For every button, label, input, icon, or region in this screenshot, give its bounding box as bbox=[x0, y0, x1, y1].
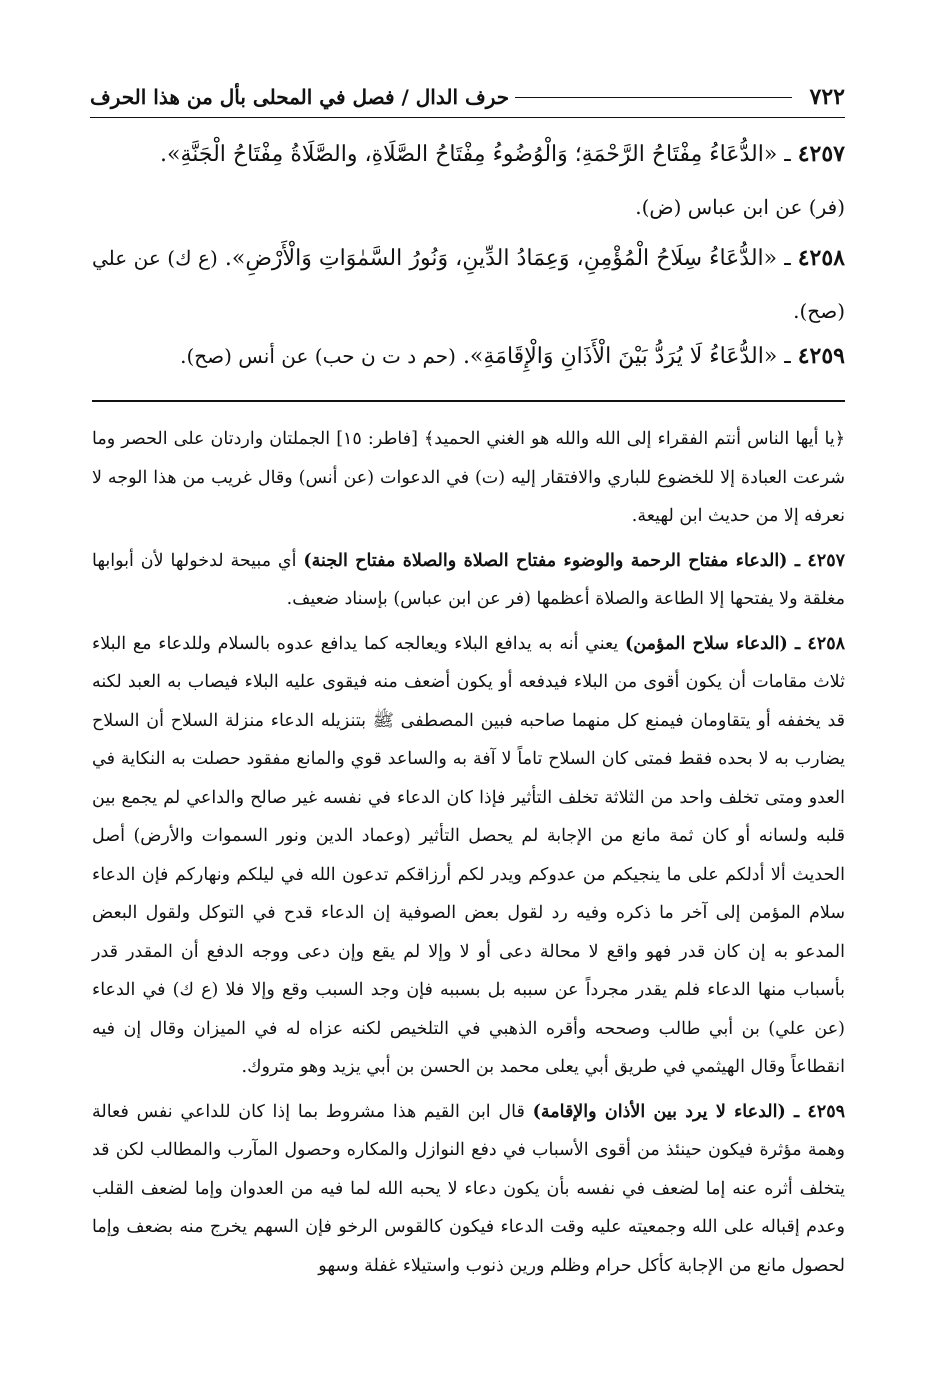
commentary-paragraph-4259 bbox=[92, 1093, 845, 1286]
hadith-matn: «الدُّعَاءُ مِفْتَاحُ الرَّحْمَةِ؛ وَالْوُضُوءُ مِفْتَاحُ الصَّلَاةِ، والصَّلَاةُ مِفْتَاحُ الْجَنَّةِ». bbox=[159, 142, 778, 167]
hadith-4258 bbox=[92, 232, 845, 338]
hadith-text: ٤٢٥٧ ـ «الدُّعَاءُ مِفْتَاحُ الرَّحْمَةِ؛ وَالْوُضُوءُ مِفْتَاحُ الصَّلَاةِ، والصَّلَاةُ مِفْتَاحُ الْجَنَّةِ». (فر) عن ابن عباس (ض). bbox=[159, 141, 845, 219]
running-title: حرف الدال / فصل في المحلى بأل من هذا الحرف bbox=[90, 85, 510, 109]
commentary-lead: ٤٢٥٩ ـ (الدعاء لا يرد بين الأذان والإقامة) bbox=[532, 1101, 846, 1122]
hadith-text: ٤٢٥٩ ـ «الدُّعَاءُ لَا يُرَدُّ بَيْنَ الْأَذَانِ وَالْإِقَامَةِ». (حم د ت ن حب) عن أنس (صح). bbox=[180, 343, 845, 369]
header-rule bbox=[515, 97, 791, 98]
commentary-paragraph-4258 bbox=[92, 625, 845, 1087]
hadith-4257 bbox=[92, 128, 845, 234]
commentary-lead: ٤٢٥٧ ـ (الدعاء مفتاح الرحمة والوضوء مفتاح الصلاة والصلاة مفتاح الجنة) bbox=[303, 550, 845, 571]
commentary-paragraph-4257 bbox=[92, 542, 845, 619]
hadith-source: (حم د ت ن حب) عن أنس (صح). bbox=[180, 344, 456, 368]
hadith-matn: «الدُّعَاءُ لَا يُرَدُّ بَيْنَ الْأَذَانِ وَالْإِقَامَةِ». bbox=[462, 344, 778, 369]
commentary-text: قال ابن القيم هذا مشروط بما إذا كان للداعي نفس فعالة وهمة مؤثرة فيكون حينئذ من أقوى الأسباب في دفع النوازل والمكاره وحصول المآرب والمطالب لكن قد يتخلف أثره عنه إما لضعف في نفسه بأن يكون دعاء لا يحبه الله لما فيه من العدوان وإما لضعف القلب وعدم إقباله على الله وجمعيته عليه وقت الدعاء فيكون كالقوس الرخو فإن السهم يخرج منه بضعف وإما لحصول مانع من الإجابة كأكل حرام وظلم ورين ذنوب واستيلاء غفلة وسهو bbox=[92, 1101, 845, 1276]
hadith-number: ٤٢٥٩ bbox=[797, 343, 845, 369]
commentary-lead: ٤٢٥٨ ـ (الدعاء سلاح المؤمن) bbox=[625, 633, 845, 654]
hadith-source: (ع ك) عن علي (صح). bbox=[92, 246, 845, 323]
hadith-text: ٤٢٥٨ ـ «الدُّعَاءُ سِلَاحُ الْمُؤْمِنِ، وَعِمَادُ الدِّينِ، وَنُورُ السَّمٰوَاتِ وَالْأَرْضِ». (ع ك) عن علي (صح). bbox=[92, 245, 845, 323]
page-header bbox=[90, 80, 845, 114]
hadith-number: ٤٢٥٨ bbox=[797, 245, 845, 271]
hadith-4259 bbox=[92, 330, 845, 383]
commentary-text: أي مبيحة لدخولها لأن أبوابها مغلقة ولا يفتحها إلا الطاعة والصلاة أعظمها (فر عن ابن عباس) بإسناد ضعيف. bbox=[92, 550, 845, 609]
hadith-source: (فر) عن ابن عباس (ض). bbox=[635, 195, 845, 219]
commentary-section bbox=[92, 420, 845, 1291]
hadith-number: ٤٢٥٧ bbox=[797, 141, 845, 167]
commentary-text: ﴿يا أيها الناس أنتم الفقراء إلى الله والله هو الغني الحميد﴾ [فاطر: ١٥] الجملتان واردتان على الحصر وما شرعت العبادة إلا للخضوع للباري والافتقار إليه (ت) في الدعوات (عن أنس) وقال غريب من هذا الوجه لا نعرفه إلا من حديث ابن لهيعة. bbox=[92, 429, 845, 526]
header-underline bbox=[90, 117, 845, 118]
commentary-text: يعني أنه به يدافع البلاء ويعالجه كما يدافع عدوه بالسلام وللدعاء مع البلاء ثلاث مقامات أن يكون أقوى من البلاء فيدفعه أو يكون أضعف منه فيقوى عليه البلاء فيصاب به العبد لكنه قد يخففه أو يتقاومان فيمنع كل منهما صاحبه فبين المصطفى ﷺ بتنزيله الدعاء منزلة السلاح أن السلاح يضارب به لا بحده فقط فمتى كان السلاح تاماً لا آفة به والساعد قوي والمانع مفقود حصلت به النكاية في العدو ومتى تخلف واحد من الثلاثة تخلف التأثير فإذا كان الدعاء في نفسه غير صالح والداعي لم يجمع بين قلبه ولسانه أو كان ثمة مانع من الإجابة لم يحصل التأثير (وعماد الدين ونور السموات والأرض) أصل الحديث ألا أدلكم على ما ينجيكم من عدوكم ويدر لكم أرزاقكم تدعون الله في ليلكم ونهاركم فإن الدعاء سلام المؤمن إلى آخر ما ذكره وفيه رد لقول بعض الصوفية إن الدعاء قدح في التوكل ولقول البعض المدعو به إن كان قدر فهو واقع لا محالة دعى أو لا وإلا لم يقع وإن دعى ووجه الدفع أن المقدر قدر بأسباب منها الدعاء فلم يقدر مجرداً عن سببه بل بسببه فإن وجد السبب وقع وإلا فلا (ع ك) في الدعاء (عن علي) بن أبي طالب وصححه وأقره الذهبي في التلخيص لكنه عزاه له في الميزان وقال إن فيه انقطاعاً وقال الهيثمي في طريق أبي يعلى محمد بن الحسن بن أبي يزيد وهو متروك. bbox=[92, 633, 845, 1077]
hadith-matn: «الدُّعَاءُ سِلَاحُ الْمُؤْمِنِ، وَعِمَادُ الدِّينِ، وَنُورُ السَّمٰوَاتِ وَالْأَرْضِ». bbox=[224, 246, 778, 271]
section-divider bbox=[92, 400, 845, 402]
commentary-paragraph-intro bbox=[92, 420, 845, 536]
page-number: ٧٢٢ bbox=[809, 84, 845, 110]
